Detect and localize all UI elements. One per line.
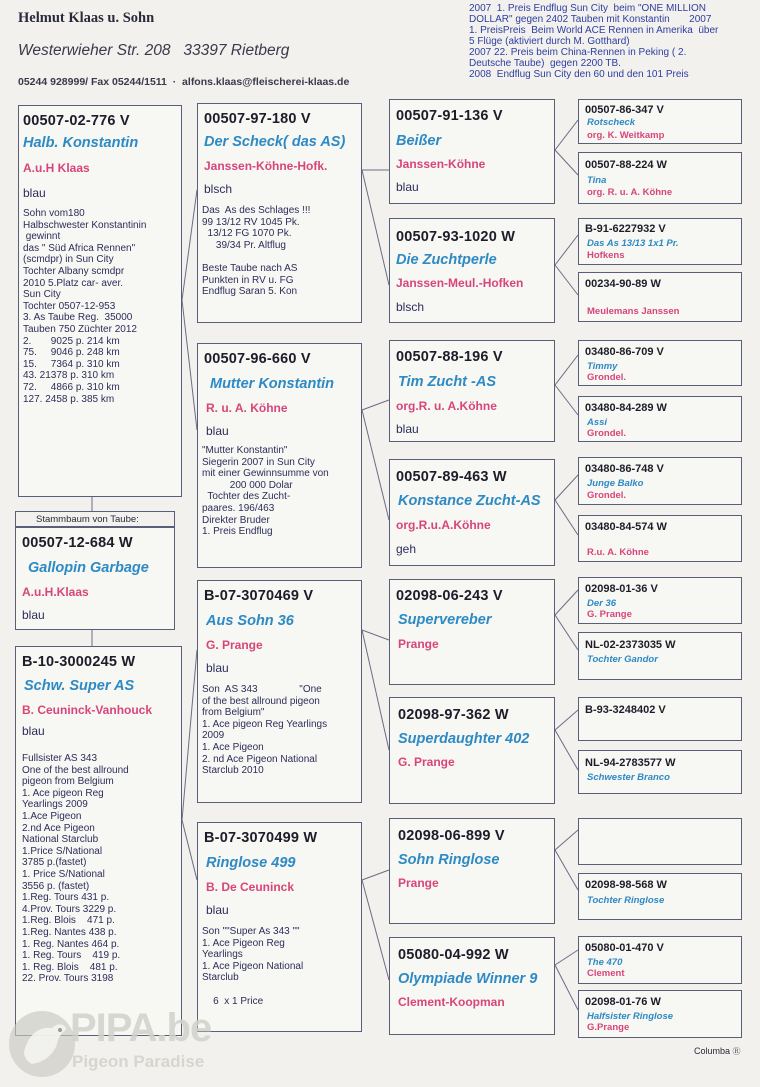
- ancestor-card-empty: [578, 818, 742, 865]
- great-grandparent-ring: 02098-97-362 W: [398, 707, 509, 723]
- great-grandparent-ring: 00507-93-1020 W: [396, 229, 516, 245]
- ancestor-card: [578, 152, 742, 204]
- owner-name: Helmut Klaas u. Sohn: [18, 10, 155, 26]
- ancestor-breeder: G. Prange: [587, 609, 632, 620]
- great-grandparent-card: [389, 218, 555, 323]
- ancestor-card: [578, 457, 742, 505]
- sire-breeder: A.u.H Klaas: [23, 161, 90, 175]
- sire-ring: 00507-02-776 V: [23, 113, 130, 129]
- ancestor-name: Halfsister Ringlose: [587, 1011, 674, 1022]
- grandparent-card: [197, 103, 362, 323]
- ancestor-ring: 02098-98-568 W: [585, 879, 667, 891]
- ancestor-card: [578, 272, 742, 322]
- watermark-tagline: Pigeon Paradise: [72, 1052, 205, 1071]
- dam-color: blau: [22, 724, 45, 738]
- great-grandparent-ring: 00507-91-136 V: [396, 108, 503, 124]
- great-grandparent-breeder: org.R. u. A.Köhne: [396, 399, 497, 413]
- ancestor-ring: 00507-86-347 V: [585, 104, 664, 116]
- great-grandparent-breeder: org.R.u.A.Köhne: [396, 518, 491, 532]
- great-grandparent-color: blsch: [396, 300, 425, 314]
- great-grandparent-ring: 02098-06-243 V: [396, 588, 503, 604]
- ancestor-card: [578, 697, 742, 741]
- grandparent-info: Son AS 343 "One of the best allround pigeon from Belgium" 1. Ace pigeon Reg Yearlings 2009 1. Ace Pigeon 2. nd Ace Pigeon National Starclub 2010: [202, 684, 328, 777]
- ancestor-card: [578, 577, 742, 624]
- great-grandparent-name: Beißer: [396, 133, 442, 149]
- grandparent-info: Son ""Super As 343 "" 1. Ace Pigeon Reg Yearlings 1. Ace Pigeon National Starclub 6 x 1 Price: [202, 926, 304, 1007]
- great-grandparent-name: Superdaughter 402: [398, 731, 530, 747]
- dam-card: [15, 646, 182, 1036]
- ancestor-card: [578, 515, 742, 562]
- ancestor-breeder: Grondel.: [587, 372, 627, 383]
- great-grandparent-name: Konstance Zucht-AS: [398, 493, 541, 509]
- ancestor-breeder: Clement: [587, 968, 625, 979]
- ancestor-name: Assi: [587, 417, 608, 428]
- owner-contact: 05244 928999/ Fax 05244/1511 · alfons.klaas@fleischerei-klaas.de: [18, 76, 350, 88]
- grandparent-ring: B-07-3070499 W: [204, 830, 318, 846]
- grandparent-name: Aus Sohn 36: [206, 613, 294, 629]
- sire-color: blau: [23, 186, 46, 200]
- ancestor-name: Der 36: [587, 598, 617, 609]
- grandparent-ring: 00507-97-180 V: [204, 111, 311, 127]
- grandparent-color: blsch: [204, 182, 233, 196]
- great-grandparent-name: Olympiade Winner 9: [398, 971, 538, 987]
- ancestor-breeder: org. R. u. A. Köhne: [587, 187, 673, 198]
- grandparent-card: [197, 580, 362, 803]
- watermark-brand: PIPA.be: [70, 1006, 212, 1050]
- dam-ring: B-10-3000245 W: [22, 654, 136, 670]
- grandparent-card: [197, 343, 362, 568]
- great-grandparent-color: blau: [396, 180, 419, 194]
- subject-color: blau: [22, 608, 45, 622]
- ancestor-ring: B-91-6227932 V: [585, 223, 666, 235]
- grandparent-color: blau: [206, 903, 229, 917]
- ancestor-card: [578, 340, 742, 386]
- grandparent-ring: B-07-3070469 V: [204, 588, 314, 604]
- ancestor-breeder: Grondel.: [587, 428, 627, 439]
- ancestor-ring: 02098-01-76 W: [585, 996, 661, 1008]
- great-grandparent-card: [389, 697, 555, 804]
- ancestor-name: Tochter Gandor: [587, 654, 658, 665]
- ancestor-card: [578, 99, 742, 144]
- grandparent-name: Mutter Konstantin: [210, 376, 335, 392]
- ancestor-card: [578, 750, 742, 794]
- grandparent-info: "Mutter Konstantin" Siegerin 2007 in Sun City mit einer Gewinnsumme von 200 000 Dolar Tochter des Zucht- paares. 196/463 Direkter Bruder 1. Preis Endflug: [202, 445, 329, 538]
- grandparent-breeder: Janssen-Köhne-Hofk.: [204, 159, 328, 173]
- ancestor-name: Tochter Ringlose: [587, 895, 665, 906]
- subject-ring: 00507-12-684 W: [22, 535, 133, 551]
- ancestor-card: [578, 396, 742, 442]
- ancestor-ring: 00507-88-224 W: [585, 159, 667, 171]
- ancestor-breeder: Grondel.: [587, 490, 627, 501]
- ancestor-ring: NL-94-2783577 W: [585, 757, 676, 769]
- grandparent-breeder: G. Prange: [206, 638, 263, 652]
- subject-card: [15, 527, 175, 630]
- great-grandparent-breeder: Prange: [398, 637, 439, 651]
- ancestor-name: Schwester Branco: [587, 772, 670, 783]
- great-grandparent-breeder: G. Prange: [398, 755, 455, 769]
- ancestor-ring: 03480-86-748 V: [585, 463, 664, 475]
- great-grandparent-breeder: Janssen-Köhne: [396, 157, 486, 171]
- great-grandparent-name: Tim Zucht -AS: [398, 374, 497, 390]
- great-grandparent-ring: 02098-06-899 V: [398, 828, 505, 844]
- ancestor-card: [578, 873, 742, 920]
- great-grandparent-card: [389, 937, 555, 1035]
- ancestor-breeder: Meulemans Janssen: [587, 306, 680, 317]
- great-grandparent-breeder: Prange: [398, 876, 439, 890]
- grandparent-color: blau: [206, 661, 229, 675]
- ancestor-name: Junge Balko: [587, 478, 644, 489]
- stammbaum-label-box: [15, 511, 175, 527]
- ancestor-card: [578, 632, 742, 680]
- grandparent-ring: 00507-96-660 V: [204, 351, 311, 367]
- sire-name: Halb. Konstantin: [23, 135, 139, 151]
- ancestor-ring: 00234-90-89 W: [585, 278, 661, 290]
- great-grandparent-card: [389, 99, 555, 204]
- stammbaum-label: Stammbaum von Taube:: [36, 514, 139, 525]
- subject-breeder: A.u.H.Klaas: [22, 585, 89, 599]
- great-grandparent-name: Supervereber: [398, 612, 492, 628]
- registered-icon: Ⓡ: [732, 1047, 741, 1056]
- achievements-text: 2007 1. Preis Endflug Sun City beim "ONE MILLION DOLLAR" gegen 2402 Tauben mit Konstantin 2007 1. PreisPreis Beim World ACE Rennen in Amerika über 5 Flüge (aktiviert durch M. Gotthard) 2007 22. Preis beim China-Rennen in Peking ( 2. Deutsche Taube) gegen 2200 TB. 2008 Endflug Sun City den 60 und den 101 Preis: [469, 3, 719, 80]
- grandparent-name: Der Scheck( das AS): [204, 134, 346, 150]
- great-grandparent-color: geh: [396, 542, 417, 556]
- sire-info: Sohn vom180 Halbschwester Konstantinin gewinnt das " Süd Africa Rennen" (scmdpr) in Sun City Tochter Albany scmdpr 2010 5.Platz car- aver. Sun City Tochter 0507-12-953 3. As Taube Reg. 35000 Tauben 750 Züchter 2012 2. 9025 p. 214 km 75. 9046 p. 248 km 15. 7364 p. 310 km 43. 21378 p. 310 km 72. 4866 p. 310 km 127. 2458 p. 385 km: [23, 208, 147, 405]
- great-grandparent-card: [389, 459, 555, 566]
- great-grandparent-name: Die Zuchtperle: [396, 252, 497, 268]
- sire-card: [18, 105, 182, 497]
- ancestor-ring: 05080-01-470 V: [585, 942, 664, 954]
- great-grandparent-name: Sohn Ringlose: [398, 852, 500, 868]
- pigeon-logo-icon: [6, 1000, 78, 1082]
- subject-name: Gallopin Garbage: [28, 560, 149, 576]
- ancestor-ring: 03480-84-289 W: [585, 402, 667, 414]
- ancestor-card: [578, 218, 742, 265]
- grandparent-color: blau: [206, 424, 229, 438]
- dam-name: Schw. Super AS: [24, 678, 135, 694]
- ancestor-name: Das As 13/13 1x1 Pr.: [587, 238, 679, 249]
- great-grandparent-card: [389, 340, 555, 442]
- dam-breeder: B. Ceuninck-Vanhouck: [22, 703, 153, 717]
- great-grandparent-card: [389, 818, 555, 924]
- ancestor-breeder: Hofkens: [587, 250, 625, 261]
- ancestor-name: The 470: [587, 957, 623, 968]
- ancestor-ring: NL-02-2373035 W: [585, 639, 676, 651]
- great-grandparent-card: [389, 579, 555, 685]
- great-grandparent-ring: 00507-88-196 V: [396, 349, 503, 365]
- ancestor-breeder: R.u. A. Köhne: [587, 547, 649, 558]
- ancestor-breeder: G.Prange: [587, 1022, 630, 1033]
- grandparent-name: Ringlose 499: [206, 855, 296, 871]
- ancestor-card: [578, 990, 742, 1038]
- ancestor-ring: 02098-01-36 V: [585, 583, 658, 595]
- owner-address: Westerwieher Str. 208 33397 Rietberg: [18, 42, 290, 59]
- pipa-watermark: [6, 1000, 236, 1082]
- ancestor-ring: 03480-86-709 V: [585, 346, 664, 358]
- ancestor-ring: B-93-3248402 V: [585, 704, 666, 716]
- ancestor-name: Tina: [587, 175, 607, 186]
- ancestor-breeder: org. K. Weitkamp: [587, 130, 665, 141]
- great-grandparent-ring: 05080-04-992 W: [398, 947, 509, 963]
- grandparent-breeder: B. De Ceuninck: [206, 880, 295, 894]
- ancestor-card: [578, 936, 742, 984]
- software-credit: [694, 1046, 741, 1057]
- great-grandparent-breeder: Janssen-Meul.-Hofken: [396, 276, 524, 290]
- ancestor-name: Rotscheck: [587, 117, 636, 128]
- grandparent-breeder: R. u. A. Köhne: [206, 401, 288, 415]
- great-grandparent-breeder: Clement-Koopman: [398, 995, 505, 1009]
- ancestor-ring: 03480-84-574 W: [585, 521, 667, 533]
- dam-info: Fullsister AS 343 One of the best allround pigeon from Belgium 1. Ace pigeon Reg Yearlings 2009 1.Ace Pigeon 2.nd Ace Pigeon National Starclub 1.Price S/National 3785 p.(fastet) 1. Price S/National 3556 p. (fastet) 1.Reg. Tours 431 p. 4.Prov. Tours 3229 p. 1.Reg. Blois 471 p. 1.Reg. Nantes 438 p. 1. Reg. Nantes 464 p. 1. Reg. Tours 419 p. 1. Reg. Blois 481 p. 22. Prov. Tours 3198: [22, 753, 129, 985]
- great-grandparent-ring: 00507-89-463 W: [396, 469, 507, 485]
- software-name: Columba: [694, 1046, 731, 1056]
- ancestor-name: Timmy: [587, 361, 618, 372]
- great-grandparent-color: blau: [396, 422, 419, 436]
- grandparent-info: Das As des Schlages !!! 99 13/12 RV 1045 Pk. 13/12 FG 1070 Pk. 39/34 Pr. Altflug Beste Taube nach AS Punkten in RV u. FG Endflug Saran 5. Kon: [202, 205, 311, 298]
